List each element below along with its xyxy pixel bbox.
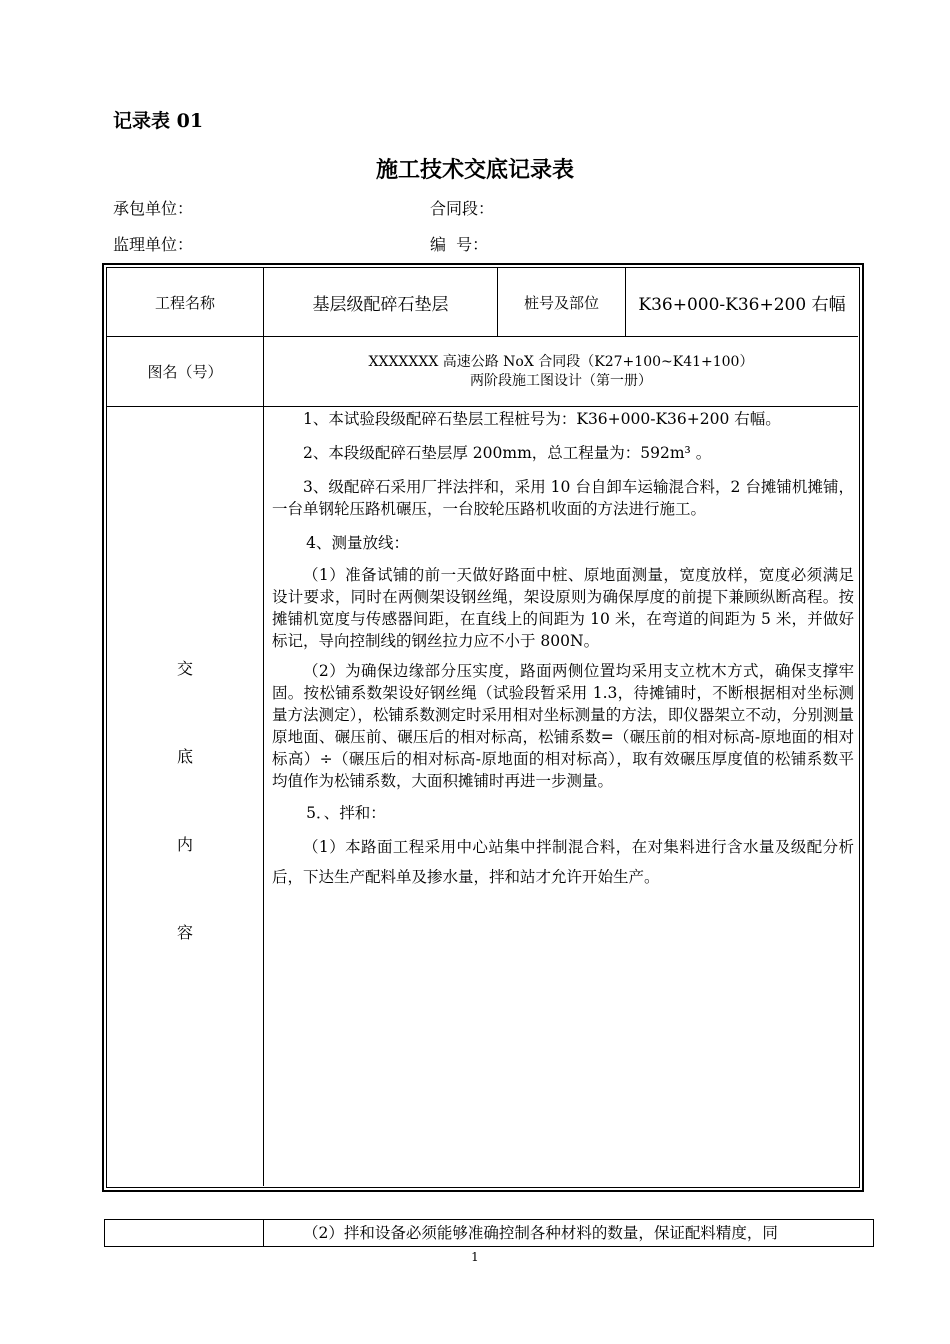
drawing-line-2: 两阶段施工图设计（第一册） (470, 372, 652, 389)
station-value: K36+000-K36+200 右幅 (638, 294, 846, 315)
content-label-char: 容 (176, 923, 193, 942)
paragraph: 2、本段级配碎石垫层厚 200mm，总工程量为：592m³ 。 (303, 444, 712, 462)
continuation-left-border (104, 1219, 105, 1247)
station-label: 桩号及部位 (523, 293, 599, 312)
continuation-top-border (104, 1219, 874, 1220)
paragraph: 5．、拌和： (306, 804, 386, 822)
contractor-label: 承包单位： (113, 199, 194, 218)
content-label-char: 内 (176, 835, 193, 854)
page-number: 1 (471, 1250, 479, 1264)
drawing-value (264, 337, 858, 406)
document-title: 施工技术交底记录表 (375, 157, 574, 183)
number-label: 编 号： (430, 235, 489, 254)
content-label-char: 交 (176, 659, 193, 678)
content-label-char: 底 (176, 747, 193, 766)
project-name-label: 工程名称 (154, 293, 215, 312)
paragraph: 4、测量放线： (306, 534, 409, 552)
record-number: 记录表 01 (113, 110, 204, 132)
paragraph: 1、本试验段级配碎石垫层工程桩号为：K36+000-K36+200 右幅。 (303, 410, 781, 428)
drawing-label: 图名（号） (147, 363, 223, 381)
continuation-column-divider (263, 1219, 264, 1247)
project-name-value: 基层级配碎石垫层 (312, 294, 449, 315)
paragraph: （1）本路面工程采用中心站集中拌制混合料，在对集料进行含水量及级配分析后，下达生产配料单及掺水量，拌和站才允许开始生产。 (272, 838, 854, 886)
row-divider (106, 406, 858, 407)
continuation-bottom-border (104, 1246, 874, 1247)
continuation-text: （2）拌和设备必须能够准确控制各种材料的数量，保证配料精度，同 (303, 1224, 778, 1242)
paragraph: 3、级配碎石采用厂拌法拌和，采用 10 台自卸车运输混合料，2 台摊铺机摊铺，一台单钢轮压路机碾压，一台胶轮压路机收面的方法进行施工。 (272, 478, 854, 518)
supervisor-label: 监理单位： (113, 235, 194, 254)
paragraph: （2）为确保边缘部分压实度，路面两侧位置均采用支立枕木方式，确保支撑牢固。按松铺系数架设好钢丝绳（试验段暂采用 1.3，待摊铺时，不断根据相对坐标测量方法测定），松铺系数测定时采用相对坐标测量的方法，即仪器架立不动，分别测量原地面、碾压前、碾压后的相对标高，松铺系数=（碾压前的相对标高-原地面的相对标高）÷（碾压后的相对标高-原地面的相对标高），取有效碾压厚度值的松铺系数平均值作为松铺系数，大面积摊铺时再进一步测量。 (272, 662, 854, 790)
contract-section-label: 合同段： (430, 199, 495, 218)
drawing-line-1: XXXXXXX 高速公路 NoX 合同段（K27+100~K41+100） (368, 353, 754, 370)
disclosure-content (272, 408, 854, 892)
paragraph: （1）准备试铺的前一天做好路面中桩、原地面测量，宽度放样，宽度必须满足设计要求，同时在两侧架设钢丝绳，架设原则为确保厚度的前提下兼顾纵断高程。按摊铺机宽度与传感器间距，在直线上的间距为 10 米，在弯道的间距为 5 米，并做好标记，导向控制线的钢丝拉力应不小于 800N。 (272, 566, 854, 650)
continuation-right-border (873, 1219, 874, 1247)
